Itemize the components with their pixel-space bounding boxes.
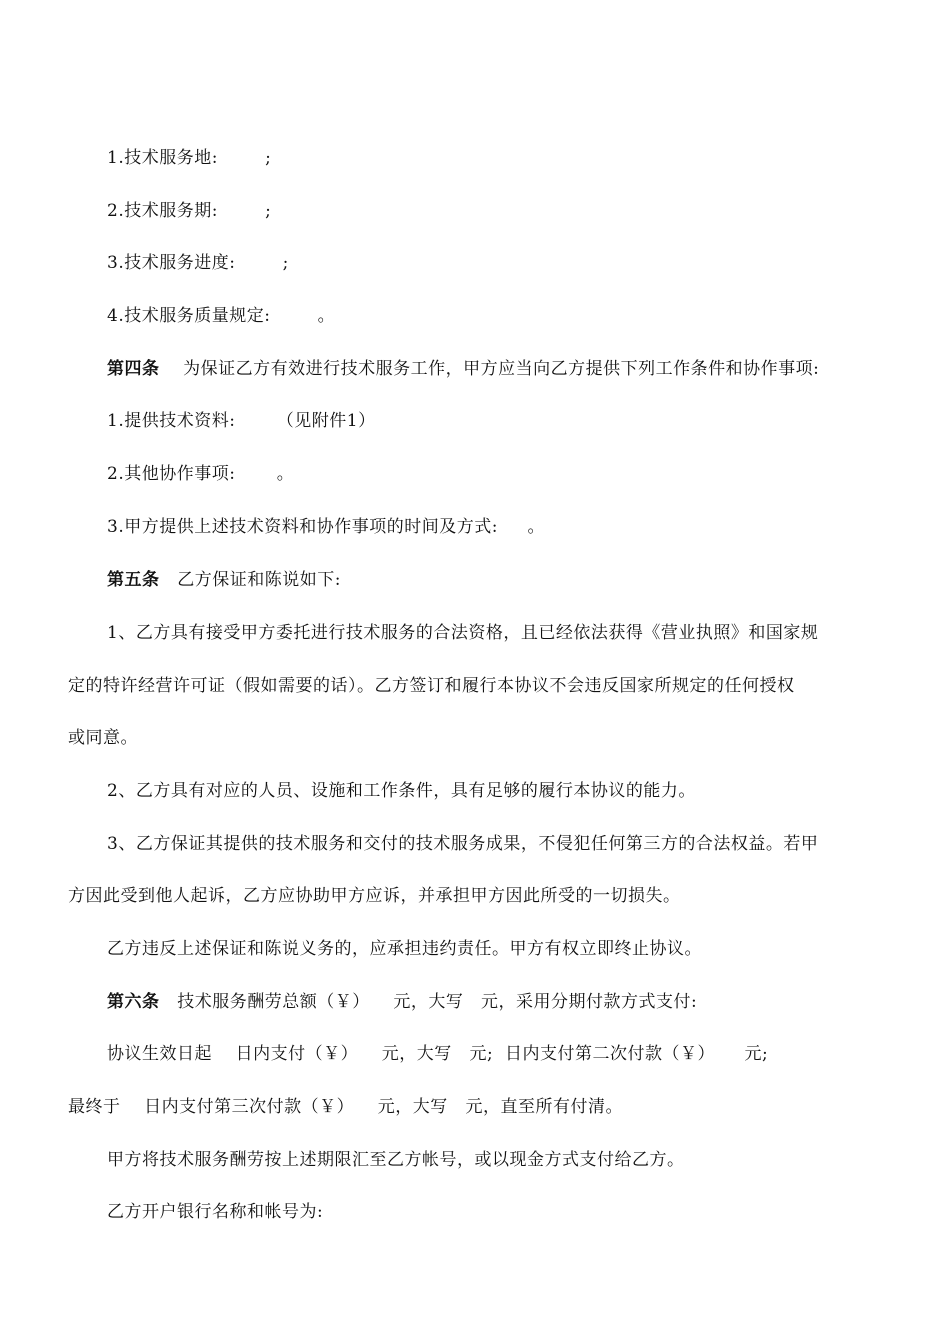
article-5-text: 乙方保证和陈说如下: — [177, 570, 341, 590]
art5-p4: 乙方违反上述保证和陈说义务的，应承担违约责任。甲方有权立即终止协议。 — [107, 939, 702, 959]
art6-p3: 乙方开户银行名称和帐号为: — [107, 1202, 324, 1222]
service-period: 2.技术服务期: ; — [107, 201, 272, 221]
article-5 — [107, 569, 341, 591]
service-location: 1.技术服务地: ; — [107, 148, 272, 168]
article-6 — [107, 991, 697, 1013]
art5-p1-line-2: 定的特许经营许可证（假如需要的话）。乙方签订和履行本协议不会违反国家所规定的任何授权 — [68, 676, 795, 696]
article-6-heading: 第六条 — [107, 992, 160, 1012]
article-6-text: 技术服务酬劳总额（￥） 元，大写 元，采用分期付款方式支付: — [177, 992, 698, 1012]
article-4 — [107, 358, 819, 380]
art6-p1-line-1: 协议生效日起 日内支付（￥） 元，大写 元; 日内支付第二次付款（￥） 元; — [107, 1044, 769, 1064]
service-progress: 3.技术服务进度: ; — [107, 253, 289, 273]
art4-item-3: 3.甲方提供上述技术资料和协作事项的时间及方式: 。 — [107, 517, 545, 537]
art5-p3-line-1: 3、乙方保证其提供的技术服务和交付的技术服务成果，不侵犯任何第三方的合法权益。若甲 — [107, 834, 819, 854]
art4-item-1: 1.提供技术资料: （见附件1） — [107, 411, 376, 431]
article-4-text: 为保证乙方有效进行技术服务工作，甲方应当向乙方提供下列工作条件和协作事项: — [183, 359, 820, 379]
art4-item-2: 2.其他协作事项: 。 — [107, 464, 295, 484]
art5-p1-line-1: 1、乙方具有接受甲方委托进行技术服务的合法资格，且已经依法获得《营业执照》和国家规 — [107, 623, 819, 643]
art5-p2: 2、乙方具有对应的人员、设施和工作条件，具有足够的履行本协议的能力。 — [107, 781, 696, 801]
art6-p1-line-2: 最终于 日内支付第三次付款（￥） 元，大写 元，直至所有付清。 — [68, 1097, 623, 1117]
service-quality: 4.技术服务质量规定: 。 — [107, 306, 336, 326]
article-5-heading: 第五条 — [107, 570, 160, 590]
art6-p2: 甲方将技术服务酬劳按上述期限汇至乙方帐号，或以现金方式支付给乙方。 — [107, 1150, 685, 1170]
article-4-heading: 第四条 — [107, 359, 160, 379]
art5-p1-line-3: 或同意。 — [68, 728, 138, 748]
art5-p3-line-2: 方因此受到他人起诉，乙方应协助甲方应诉，并承担甲方因此所受的一切损失。 — [68, 886, 681, 906]
